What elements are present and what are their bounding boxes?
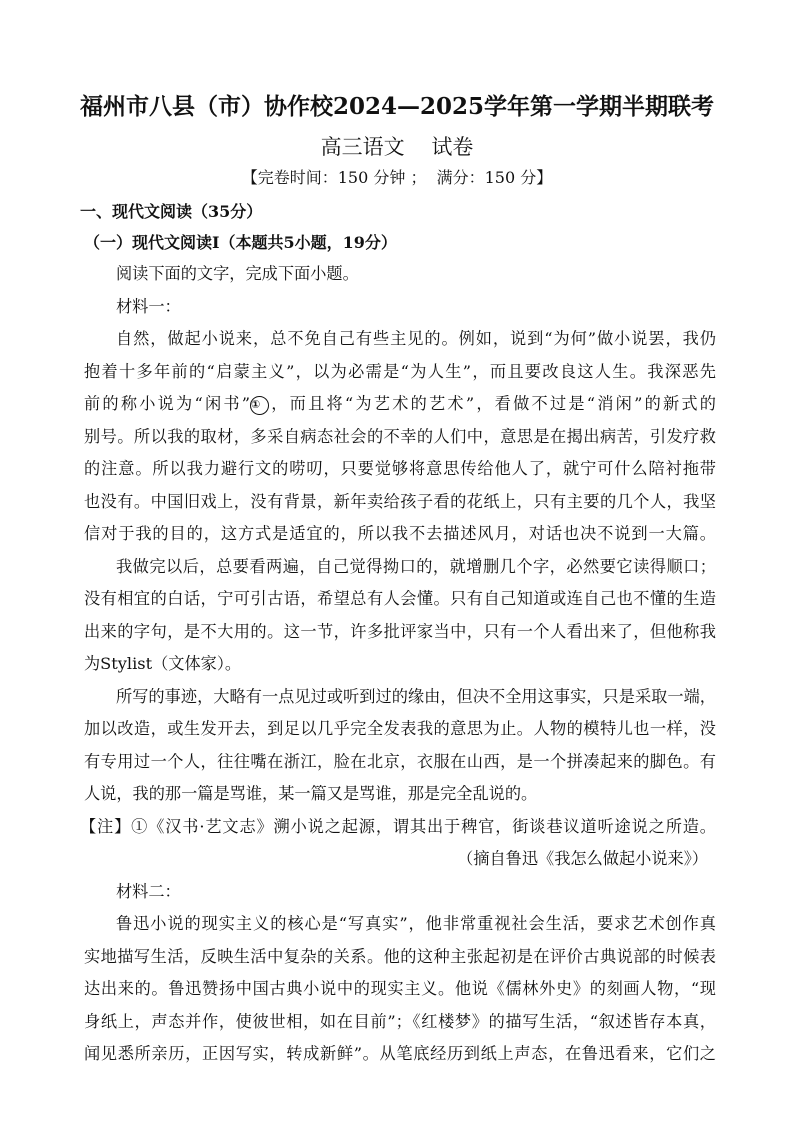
exam-time-info: 【完卷时间：150 分钟 ； 满分：150 分】: [241, 168, 553, 187]
footnote-marker: ①: [250, 396, 269, 415]
text-line: 实地描写生活，反映生活中复杂的关系。他的这种主张起初是在评价古典说部的时候表: [84, 946, 716, 966]
text-line: 出来的字句，是不大用的。这一节，许多批评家当中，只有一个人看出来了，但他称我: [84, 621, 716, 641]
text-line: 人说，我的那一篇是骂谁，某一篇又是骂谁，那是完全乱说的。: [84, 784, 538, 803]
exam-subtitle: 高三语文 试卷: [320, 135, 474, 159]
text-line: 别号。所以我的取材，多采自病态社会的不幸的人们中，意思是在揭出病苦，引发疗救: [84, 426, 716, 446]
text-line: 我做完以后，总要看两遍，自己觉得拗口的，就增删几个字，必然要它读得顺口；: [116, 556, 716, 576]
text-segment: ，而且将“为艺术的艺术”，看做不过是“消闲”的新式的: [269, 394, 716, 413]
section-heading: 一、现代文阅读（35分）: [80, 202, 263, 221]
text-line: 有专用过一个人，往往嘴在浙江，脸在北京，衣服在山西，是一个拼凑起来的脚色。有: [84, 751, 716, 771]
material2-label: 材料二：: [116, 881, 181, 901]
footnote: 【注】①《汉书·艺文志》溯小说之起源，谓其出于稗官，街谈巷议道听途说之所造。: [80, 816, 716, 836]
text-line: 所写的事迹，大略有一点见过或听到过的缘由，但决不全用这事实，只是采取一端，: [116, 686, 716, 706]
material1-label: 材料一：: [116, 296, 181, 316]
instruction: 阅读下面的文字，完成下面小题。: [116, 264, 359, 283]
text-line: 鲁迅小说的现实主义的核心是“写真实”，他非常重视社会生活，要求艺术创作真: [116, 914, 716, 933]
text-line: 没有相宜的白话，宁可引古语，希望总有人会懂。只有自己知道或连自己也不懂的生造: [84, 589, 716, 608]
text-line: 达出来的。鲁迅赞扬中国古典小说中的现实主义。他说《儒林外史》的刻画人物，“现: [84, 979, 716, 998]
text-line: 身纸上，声态并作，使彼世相，如在目前”；《红楼梦》的描写生活，“叙述皆存本真，: [84, 1011, 716, 1031]
text-line: 的注意。所以我力避行文的唠叨，只要觉够将意思传给他人了，就宁可什么陪衬拖带: [84, 459, 716, 478]
text-line: 信对于我的目的，这方式是适宜的，所以我不去描述风月，对话也决不说到一大篇。: [84, 524, 716, 543]
text-line: 抱着十多年前的“启蒙主义”，以为必需是“为人生”，而且要改良这人生。我深恶先: [84, 361, 716, 381]
text-line: 闻见悉所亲历，正因写实，转成新鲜”。从笔底经历到纸上声态，在鲁迅看来，它们之: [84, 1044, 716, 1063]
text-line: 也没有。中国旧戏上，没有背景，新年卖给孩子看的花纸上，只有主要的几个人，我坚: [84, 491, 716, 511]
text-line: [84, 388, 716, 421]
source-citation: （摘自鲁迅《我怎么做起小说来》）: [457, 849, 708, 868]
text-line: 加以改造，或生发开去，到足以几乎完全发表我的意思为止。人物的模特儿也一样，没: [84, 719, 716, 738]
subsection-heading: （一）现代文阅读Ⅰ（本题共5小题，19分）: [84, 233, 397, 252]
exam-title: 福州市八县（市）协作校2024—2025学年第一学期半期联考: [79, 93, 715, 120]
text-segment: 前的称小说为“闲书”: [84, 394, 251, 413]
text-line: 为Stylist（文体家）。: [84, 654, 242, 673]
text-line: 自然，做起小说来，总不免自己有些主见的。例如，说到“为何”做小说罢，我仍: [116, 329, 716, 348]
reading-body: [80, 258, 716, 1071]
